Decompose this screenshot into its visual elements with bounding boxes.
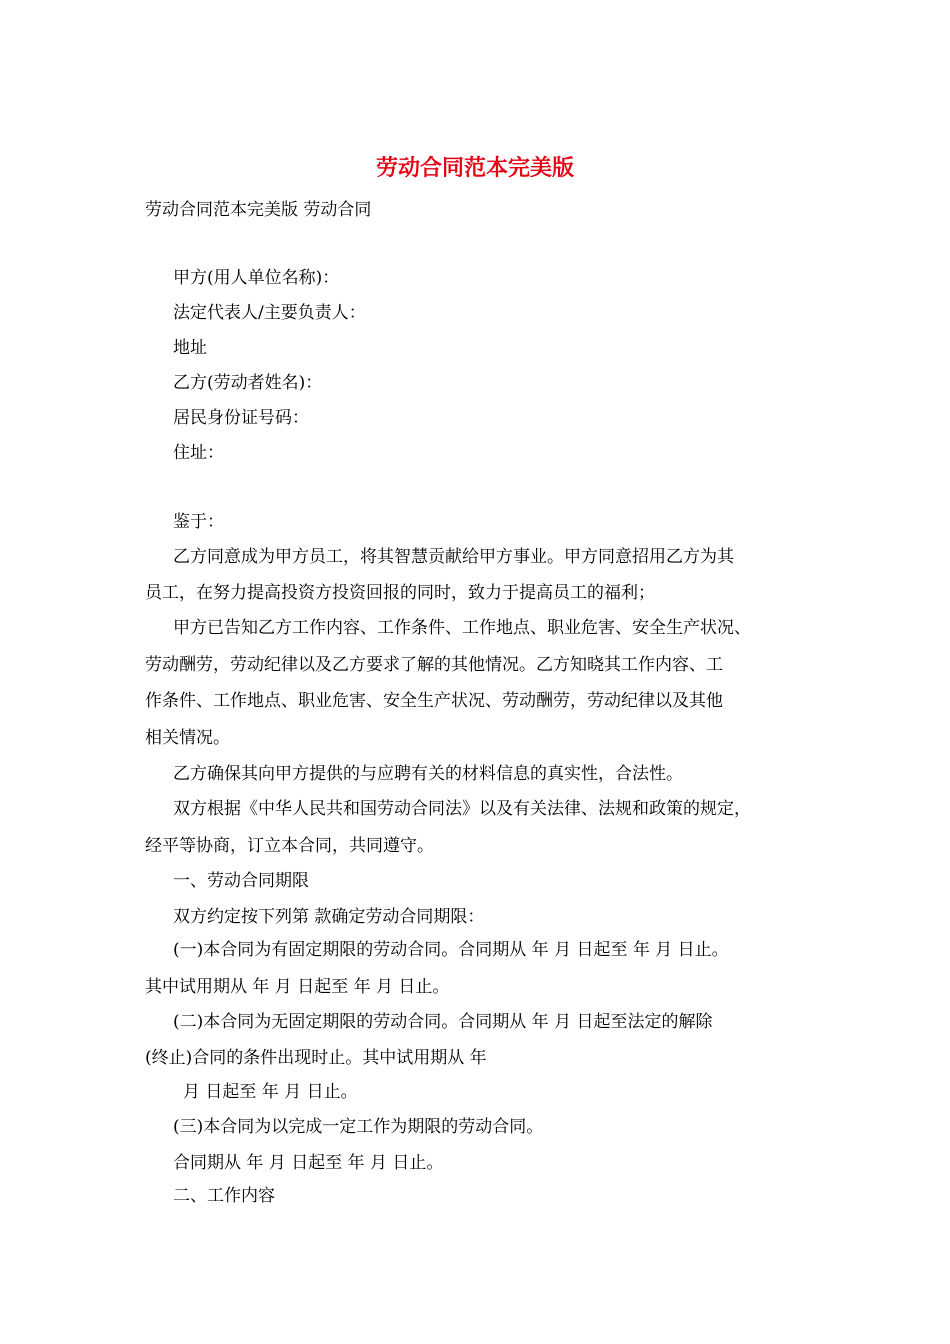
document-subtitle: 劳动合同范本完美版 劳动合同 <box>145 200 372 220</box>
section-heading: 二、工作内容 <box>173 1186 275 1206</box>
party-employer-name: 甲方(用人单位名称)： <box>173 268 340 288</box>
body-line: 合同期从 年 月 日起至 年 月 日止。 <box>173 1153 444 1173</box>
body-line: 鉴于： <box>173 512 224 532</box>
body-line: 双方约定按下列第 款确定劳动合同期限： <box>173 907 485 927</box>
document-title: 劳动合同范本完美版 <box>375 155 574 181</box>
party-employee-address: 住址： <box>173 443 224 463</box>
body-line: 作条件、工作地点、职业危害、安全生产状况、劳动酬劳，劳动纪律以及其他 <box>145 691 723 711</box>
party-employer-address: 地址 <box>173 338 207 358</box>
body-line: 月 日起至 年 月 日止。 <box>183 1082 358 1102</box>
body-line: 员工，在努力提高投资方投资回报的同时，致力于提高员工的福利； <box>145 583 655 603</box>
party-legal-representative: 法定代表人/主要负责人： <box>173 303 366 323</box>
body-line: 经平等协商，订立本合同，共同遵守。 <box>145 836 434 856</box>
body-line: 其中试用期从 年 月 日起至 年 月 日止。 <box>145 977 450 997</box>
body-line: 乙方确保其向甲方提供的与应聘有关的材料信息的真实性，合法性。 <box>173 764 683 784</box>
body-line: 相关情况。 <box>145 728 230 748</box>
section-heading: 一、劳动合同期限 <box>173 871 309 891</box>
body-line: (终止)合同的条件出现时止。其中试用期从 年 <box>145 1048 487 1068</box>
body-line: 双方根据《中华人民共和国劳动合同法》以及有关法律、法规和政策的规定， <box>173 799 751 819</box>
body-line: (三)本合同为以完成一定工作为期限的劳动合同。 <box>173 1117 544 1137</box>
body-line: 乙方同意成为甲方员工，将其智慧贡献给甲方事业。甲方同意招用乙方为其 <box>173 547 734 567</box>
body-line: 甲方已告知乙方工作内容、工作条件、工作地点、职业危害、安全生产状况、 <box>173 618 751 638</box>
body-line: (二)本合同为无固定期限的劳动合同。合同期从 年 月 日起至法定的解除 <box>173 1012 713 1032</box>
body-line: (一)本合同为有固定期限的劳动合同。合同期从 年 月 日起至 年 月 日止。 <box>173 940 729 960</box>
body-line: 劳动酬劳，劳动纪律以及乙方要求了解的其他情况。乙方知晓其工作内容、工 <box>145 655 723 675</box>
party-employee-id: 居民身份证号码： <box>173 408 309 428</box>
party-employee-name: 乙方(劳动者姓名)： <box>173 373 323 393</box>
